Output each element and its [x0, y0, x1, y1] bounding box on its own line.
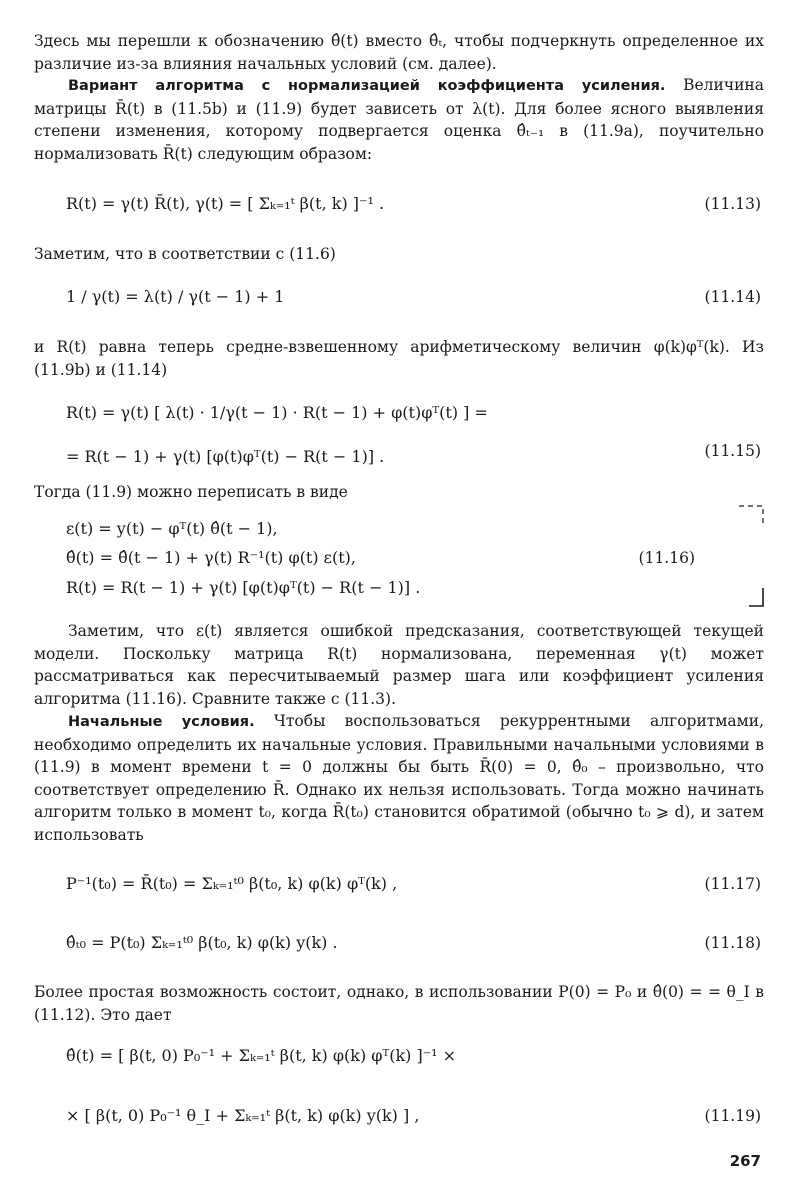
- algorithm-frame-bracket: [735, 504, 765, 610]
- paragraph-note-11-6: [34, 243, 764, 266]
- page-number: 267: [729, 1152, 761, 1170]
- equation-11-19-line-1: θ̂(t) = [ β(t, 0) P₀⁻¹ + Σₖ₌₁ᵗ β(t, k) φ(k) φᵀ(k) ]⁻¹ ×: [66, 1046, 457, 1065]
- paragraph-text: Здесь мы перешли к обозначению θ̂(t) вместо θ̂ₜ, чтобы подчеркнуть определенное их различие из-за влияния начальных условий (см. далее).: [34, 32, 764, 73]
- runin-heading-initial-conditions: Начальные условия.: [68, 714, 255, 730]
- equation-11-13: R(t) = γ(t) R̄(t), γ(t) = [ Σₖ₌₁ᵗ β(t, k) ]⁻¹ .: [66, 194, 385, 213]
- paragraph-text: и R(t) равна теперь средне-взвешенному арифметическому величин φ(k)φᵀ(k). Из (11.9b) и (11.14): [34, 338, 764, 379]
- paragraph-text: Заметим, что в соответствии с (11.6): [34, 245, 336, 263]
- equation-11-16-line-2: θ̂(t) = θ̂(t − 1) + γ(t) R⁻¹(t) φ(t) ε(t),: [66, 548, 356, 567]
- runin-heading-normalized-gain: Вариант алгоритма с нормализацией коэффициента усиления.: [68, 78, 666, 94]
- equation-number-11-17: (11.17): [704, 875, 761, 893]
- paragraph-text: Заметим, что ε(t) является ошибкой предсказания, соответствующей текущей модели. Поскольку матрица R(t) нормализована, переменная γ(t) может рассматриваться как пересчитываемый размер шага или коэффициент усиления алгоритма (11.16). Сравните также с (11.3).: [34, 622, 764, 708]
- equation-number-11-13: (11.13): [704, 195, 761, 213]
- equation-11-14: 1 / γ(t) = λ(t) / γ(t − 1) + 1: [66, 287, 285, 306]
- paragraph-initial-conditions: [34, 710, 764, 846]
- paragraph-text: Тогда (11.9) можно переписать в виде: [34, 483, 348, 501]
- paragraph-text: Чтобы воспользоваться рекуррентными алгоритмами, необходимо определить их начальные условия. Правильными начальными условиями в (11.9) в момент времени t = 0 должны бы быть R̄(0) = 0, θ̂₀ – произвольно, что соответствует определению R̄. Однако их нельзя использовать. Тогда можно начинать алгоритм только в момент t₀, когда R̄(t₀) становится обратимой (обычно t₀ ⩾ d), и затем использовать: [34, 712, 764, 844]
- paragraph-normalized-gain: [34, 74, 764, 165]
- equation-number-11-14: (11.14): [704, 288, 761, 306]
- equation-11-17: P⁻¹(t₀) = R̄(t₀) = Σₖ₌₁ᵗ⁰ β(t₀, k) φ(k) φᵀ(k) ,: [66, 874, 398, 893]
- equation-number-11-19: (11.19): [704, 1107, 761, 1125]
- paragraph-prediction-error: [34, 620, 764, 710]
- equation-number-11-18: (11.18): [704, 934, 761, 952]
- equation-11-16-line-1: ε(t) = y(t) − φᵀ(t) θ̂(t − 1),: [66, 519, 278, 538]
- paragraph-text: Более простая возможность состоит, однако, в использовании P(0) = P₀ и θ̂(0) = = θ_I в (11.12). Это дает: [34, 983, 764, 1024]
- equation-11-19-line-2: × [ β(t, 0) P₀⁻¹ θ_I + Σₖ₌₁ᵗ β(t, k) φ(k) y(k) ] ,: [66, 1106, 420, 1125]
- equation-11-15-line-1: R(t) = γ(t) [ λ(t) · 1/γ(t − 1) · R(t − 1) + φ(t)φᵀ(t) ] =: [66, 403, 488, 422]
- paragraph-simpler-option: [34, 981, 764, 1026]
- equation-11-18: θ̂ₜ₀ = P(t₀) Σₖ₌₁ᵗ⁰ β(t₀, k) φ(k) y(k) .: [66, 933, 338, 952]
- paragraph-weighted-average: [34, 336, 764, 381]
- equation-11-15-line-2: = R(t − 1) + γ(t) [φ(t)φᵀ(t) − R(t − 1)] .: [66, 447, 385, 466]
- equation-number-11-15: (11.15): [704, 442, 761, 460]
- paragraph-notation: [34, 30, 764, 75]
- equation-11-16-line-3: R(t) = R(t − 1) + γ(t) [φ(t)φᵀ(t) − R(t − 1)] .: [66, 578, 421, 597]
- paragraph-rewrite: [34, 481, 764, 504]
- paragraph-text: Величина матрицы R̄(t) в (11.5b) и (11.9) будет зависеть от λ(t). Для более ясного выявления степени изменения, которому подвергается оценка θ̂ₜ₋₁ в (11.9a), поучительно нормализовать R̄(t) следующим образом:: [34, 76, 764, 163]
- equation-number-11-16: (11.16): [638, 549, 695, 567]
